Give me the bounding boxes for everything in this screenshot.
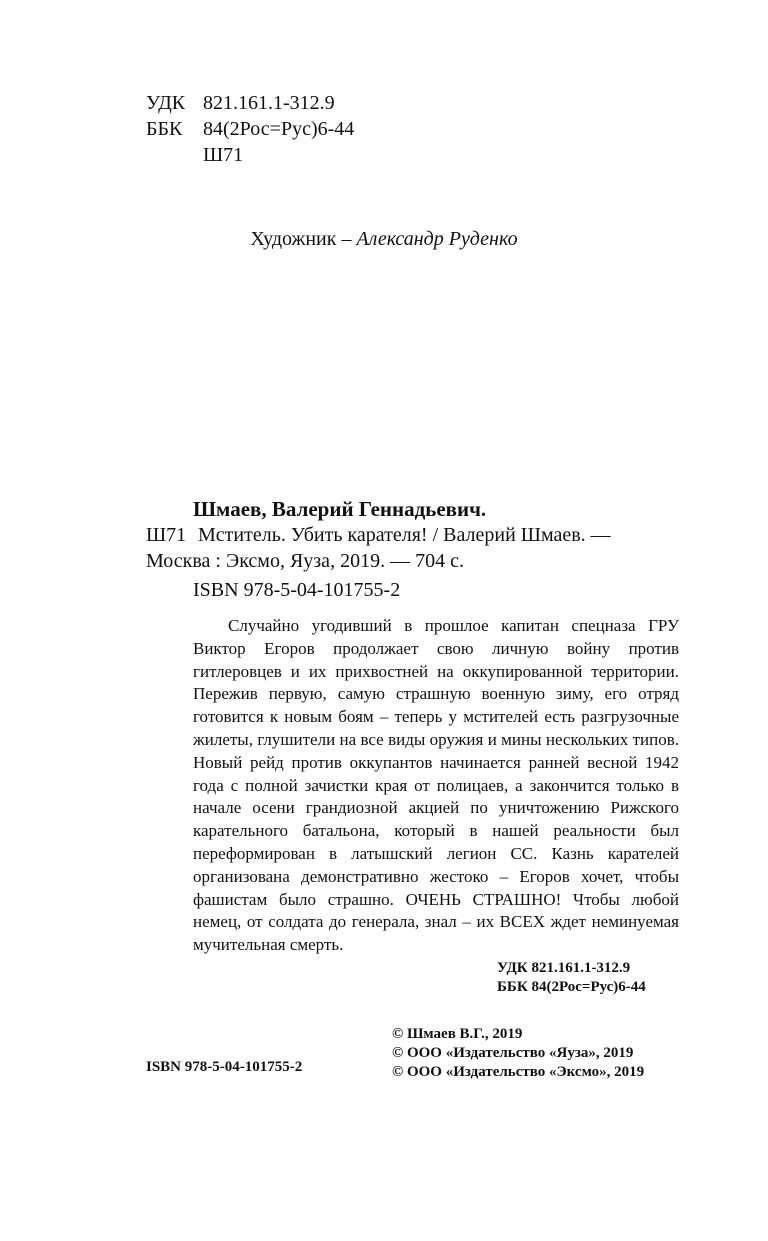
- bottom-udk: УДК 821.161.1-312.9: [497, 960, 631, 976]
- bbk-row: [146, 116, 354, 142]
- udk-value: 821.161.1-312.9: [203, 92, 335, 114]
- bibliographic-description: Мститель. Убить карателя! / Валерий Шмаев. — Москва : Эксмо, Яуза, 2019. — 704 с.: [146, 524, 611, 572]
- author-mark-row: [146, 142, 354, 168]
- author-mark: Ш71: [203, 144, 244, 166]
- udk-label: УДК: [146, 92, 186, 114]
- artist-name: Александр Руденко: [356, 228, 518, 250]
- bottom-classification: [497, 959, 646, 997]
- udk-row: [146, 90, 354, 116]
- author-code: Ш71: [146, 524, 187, 546]
- bibliographic-entry: [146, 522, 679, 574]
- bbk-label: ББК: [146, 118, 183, 140]
- classification-block: [146, 90, 354, 168]
- bottom-bbk: ББК 84(2Рос=Рус)6-44: [497, 979, 646, 995]
- isbn-bottom: ISBN 978-5-04-101755-2: [146, 1059, 303, 1075]
- artist-credit: [0, 228, 768, 251]
- annotation-text: Случайно угодивший в прошлое капитан спецназа ГРУ Виктор Егоров продолжает свою личную войну против гитлеровцев и их прихвостней на оккупированной территории. Пережив первую, самую страшную военную зиму, его отряд готовится к новым боям – теперь у мстителей есть разгрузочные жилеты, глушители на все виды оружия и мины нескольких типов. Новый рейд против оккупантов начинается ранней весной 1942 года с полной зачистки края от полицаев, а закончится только в начале осени грандиозной акцией по уничтожению Рижского карательного батальона, который в нашей реальности был переформирован в латышский легион СС. Казнь карателей организована демонстративно жестоко – Егоров хочет, чтобы фашистам было страшно. ОЧЕНЬ СТРАШНО! Чтобы любой немец, от солдата до генерала, знал – их ВСЕХ ждет неминуемая мучительная смерть.: [193, 616, 679, 955]
- author-heading: Шмаев, Валерий Геннадьевич.: [193, 497, 487, 521]
- bbk-value: 84(2Рос=Рус)6-44: [203, 118, 355, 140]
- copyright-block: [392, 1025, 644, 1082]
- copyright-line: © Шмаев В.Г., 2019: [392, 1026, 523, 1042]
- copyright-line: © ООО «Издательство «Яуза», 2019: [392, 1045, 634, 1061]
- copyright-line: © ООО «Издательство «Эксмо», 2019: [392, 1064, 645, 1080]
- isbn-entry: ISBN 978-5-04-101755-2: [193, 579, 401, 601]
- artist-label: Художник –: [250, 228, 352, 250]
